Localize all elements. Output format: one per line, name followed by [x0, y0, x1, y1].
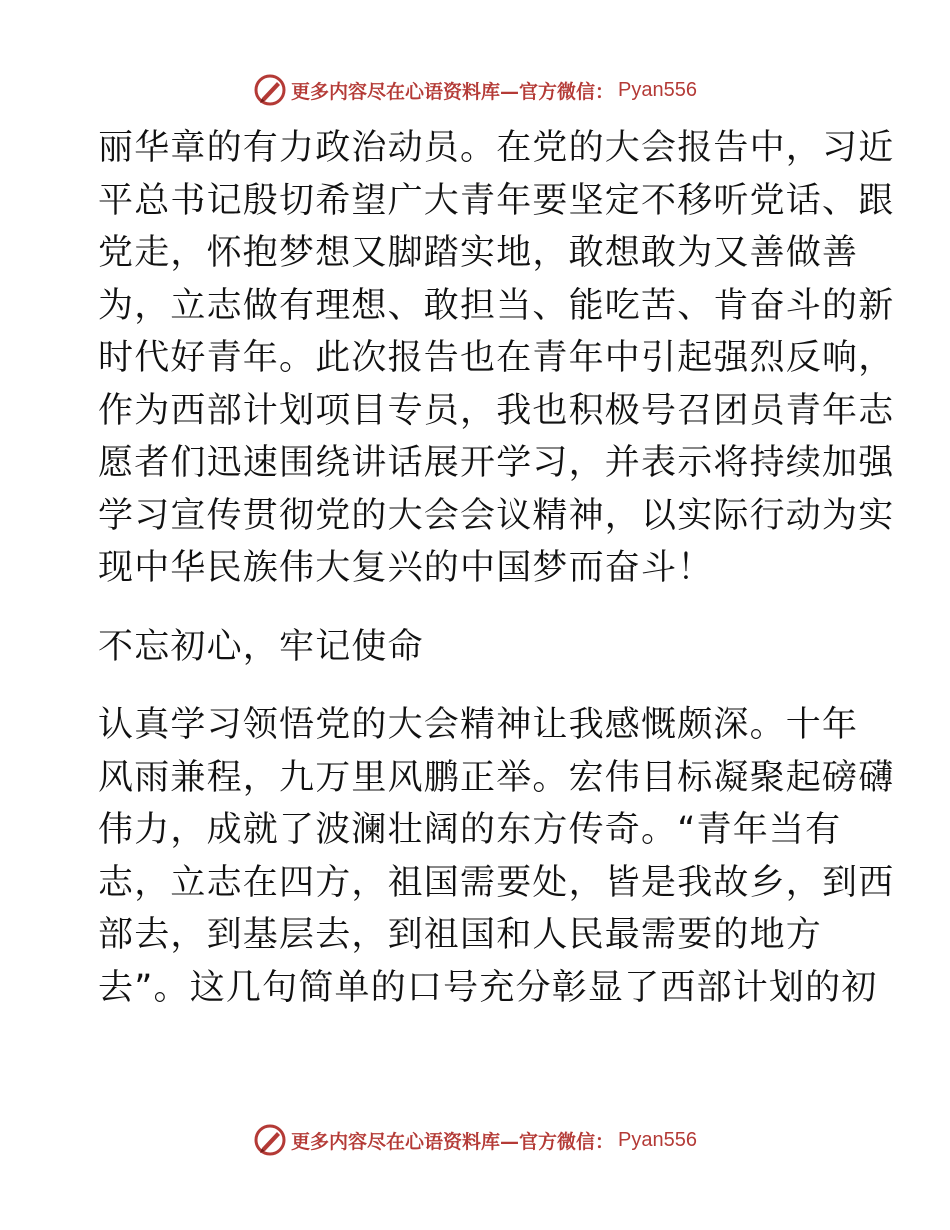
- text-line: 作为西部计划项目专员，我也积极号召团员青年志: [98, 390, 895, 431]
- text-line: 部去，到基层去，到祖国和人民最需要的地方: [98, 915, 823, 955]
- text-line: 志，立志在四方，祖国需要处，皆是我故乡，到西: [98, 862, 895, 903]
- text-line: 平总书记殷切希望广大青年要坚定不移听党话、跟: [98, 180, 895, 221]
- text-line: 党走，怀抱梦想又脚踏实地，敢想敢为又善做善: [98, 233, 859, 273]
- text-line: 认真学习领悟党的大会精神让我感慨颇深。十年: [98, 705, 859, 745]
- footer-banner-text: 更多内容尽在心语资料库—官方微信：: [291, 1130, 615, 1153]
- paragraph-spacer: [98, 673, 858, 699]
- text-line: 愿者们迅速围绕讲话展开学习，并表示将持续加强: [98, 443, 895, 483]
- header-banner-wechat-id: Pyan556: [618, 78, 697, 101]
- section-heading: 不忘初心，牢记使命: [98, 626, 424, 667]
- text-line: 现中华民族伟大复兴的中国梦而奋斗！: [98, 548, 714, 588]
- footer-watermark-banner: [0, 1120, 950, 1160]
- document-body: [98, 122, 895, 1014]
- pen-logo-icon: [253, 1123, 287, 1157]
- header-banner-text: 更多内容尽在心语资料库—官方微信：: [291, 80, 615, 103]
- paragraph-2: [98, 699, 895, 1014]
- text-line: 去”。这几句简单的口号充分彰显了西部计划的初: [98, 967, 878, 1008]
- paragraph-1: [98, 122, 895, 595]
- text-line: 丽华章的有力政治动员。在党的大会报告中，习近: [98, 128, 895, 168]
- text-line: 风雨兼程，九万里风鹏正举。宏伟目标凝聚起磅礴: [98, 757, 895, 798]
- text-line: 学习宣传贯彻党的大会会议精神，以实际行动为实: [98, 495, 895, 536]
- text-line: 为，立志做有理想、敢担当、能吃苦、肯奋斗的新: [98, 285, 895, 326]
- footer-banner-wechat-id: Pyan556: [618, 1128, 697, 1151]
- text-line: 时代好青年。此次报告也在青年中引起强烈反响，: [98, 338, 895, 378]
- header-watermark-banner: [0, 70, 950, 110]
- paragraph-spacer: [98, 595, 858, 621]
- pen-logo-icon: [253, 73, 287, 107]
- text-line: 伟力，成就了波澜壮阔的东方传奇。“青年当有: [98, 810, 842, 850]
